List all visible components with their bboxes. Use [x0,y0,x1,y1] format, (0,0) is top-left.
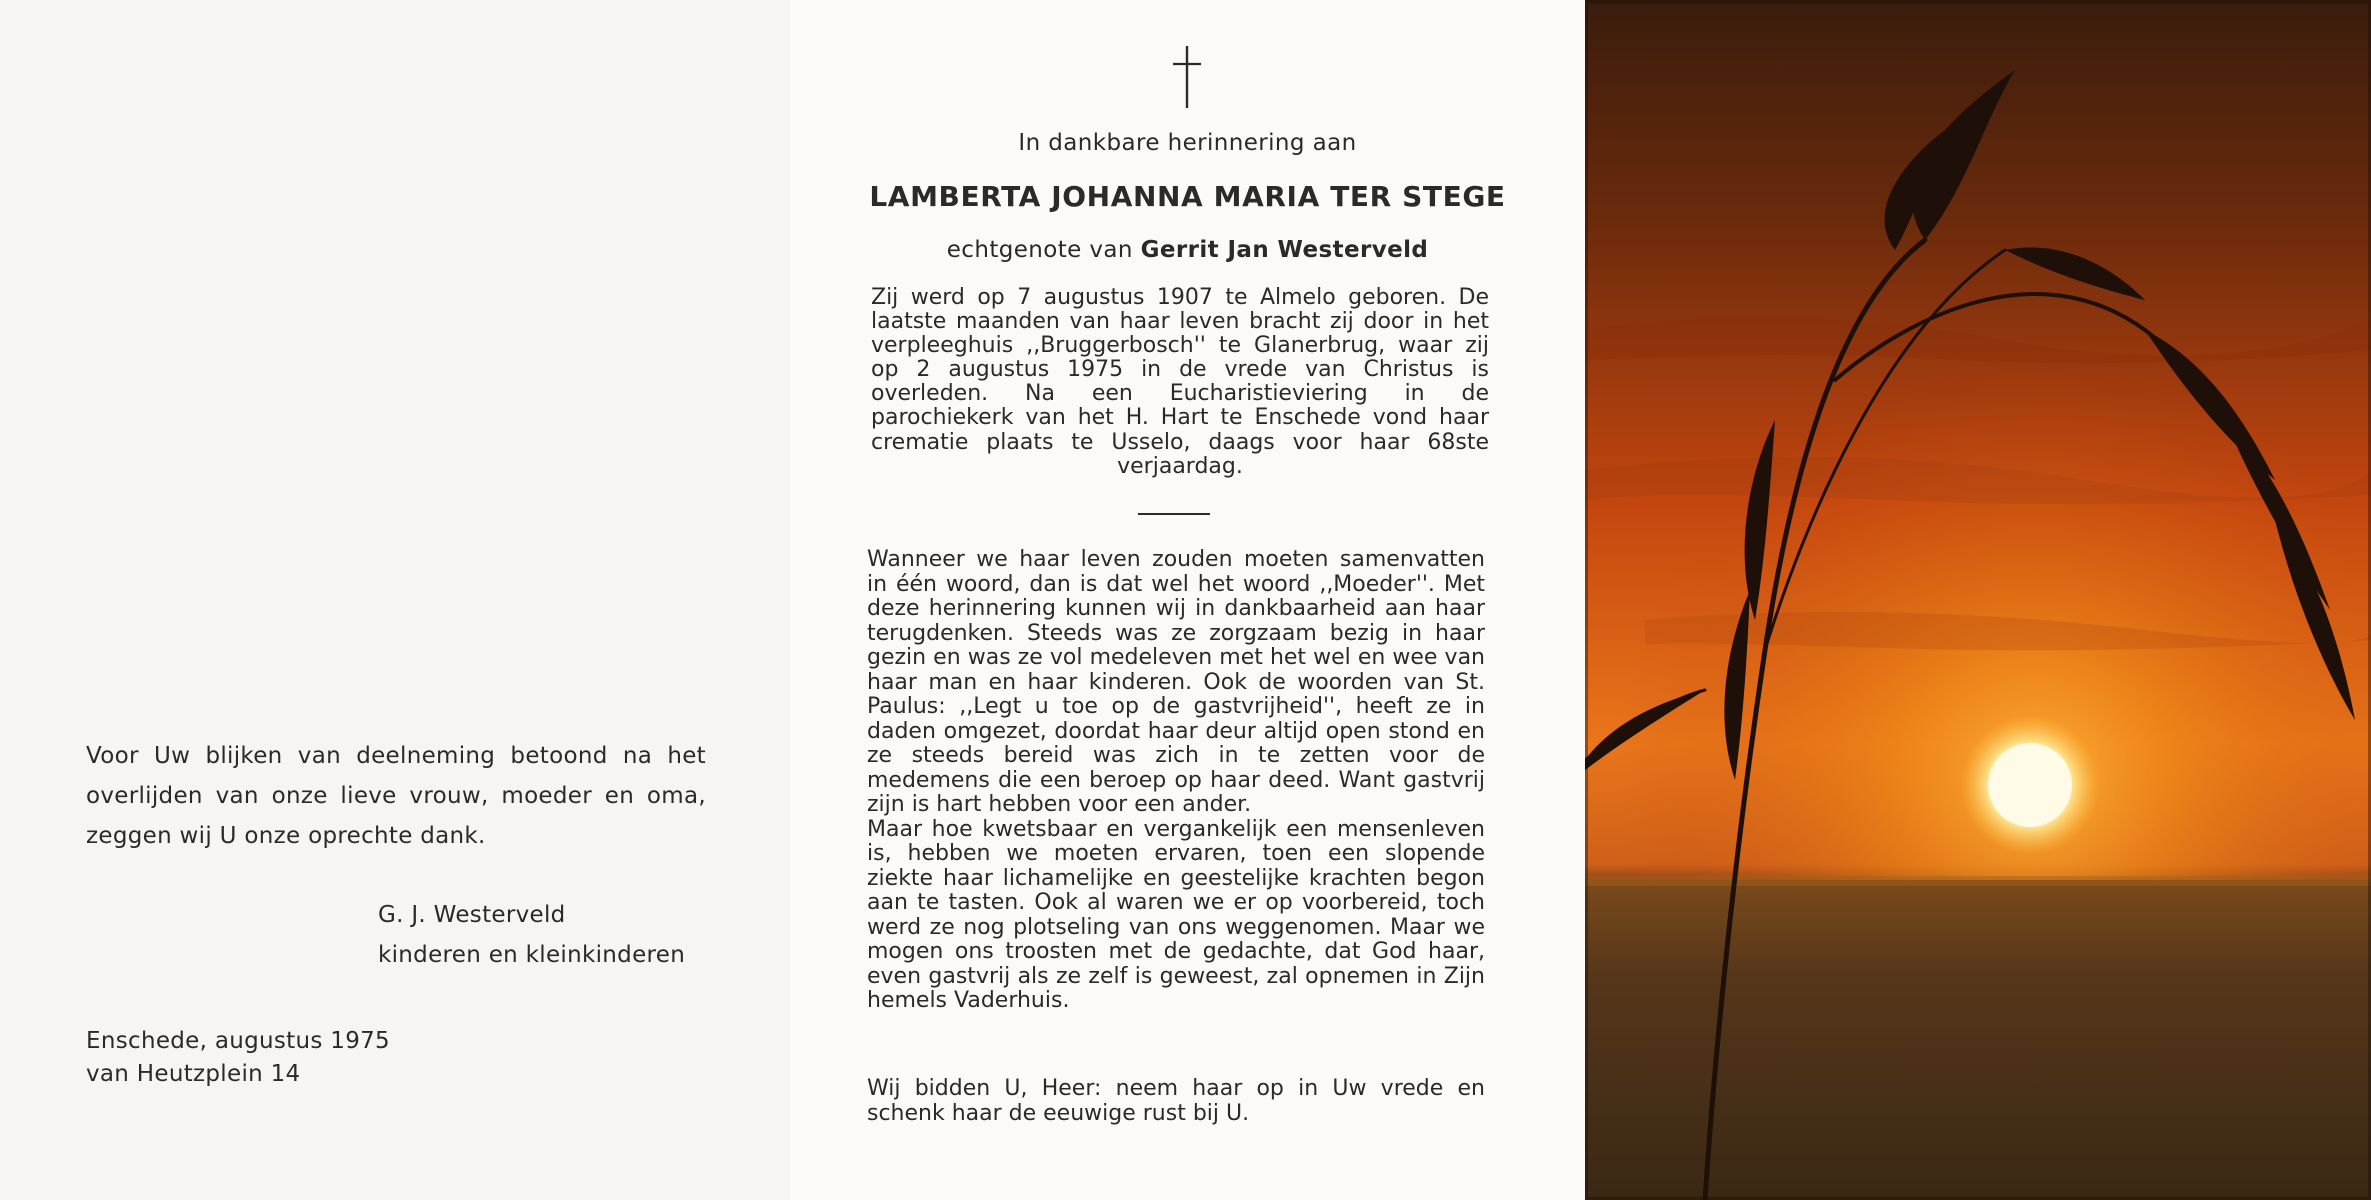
place-date-block [86,1025,390,1091]
photo-panel [1585,0,2371,1200]
spouse-line [790,237,1585,263]
middle-panel [790,0,1585,1200]
signoff [378,895,685,975]
address: van Heutzplein 14 [86,1061,301,1087]
thanks-text: Voor Uw blijken van deelneming betoond na het overlijden van onze lieve vrouw, moeder en oma, zeggen wij U onze oprechte dank. [86,743,706,849]
spouse-name: Gerrit Jan Westerveld [1140,237,1429,263]
reflection [867,548,1485,1014]
place-date: Enschede, augustus 1975 [86,1028,390,1054]
sunset-wheat-photo [1585,0,2371,1200]
reflection-paragraph-1: Wanneer we haar leven zouden moeten samenvatten in één woord, dan is dat wel het woord ,,Moeder''. Met deze herinnering kunnen wij in dankbaarheid aan haar terugdenken. Steeds was ze zorgzaam bezig in haar gezin en was ze vol medeleven met het wel en wee van haar man en haar kinderen. Ook de woorden van St. Paulus: ,,Legt u toe op de gastvrijheid'', heeft ze in daden omgezet, doordat haar deur altijd open stond en ze steeds bereid was zich in te zetten voor de medemens die een beroep op haar deed. Want gastvrij zijn is hart hebben voor een ander. [867,547,1485,817]
signer-name: G. J. Westerveld [378,902,566,928]
prayer: Wij bidden U, Heer: neem haar op in Uw vrede en schenk haar de eeuwige rust bij U. [867,1076,1485,1126]
cross-icon [1167,44,1207,110]
left-panel [0,0,790,1200]
biography: Zij werd op 7 augustus 1907 te Almelo geboren. De laatste maanden van haar leven bracht zij door in het verpleeghuis ,,Bruggerbosch'' te Glanerbrug, waar zij op 2 augustus 1975 in de vrede van Christus is overleden. Na een Eucharistieviering in de parochiekerk van het H. Hart te Enschede vond haar crematie plaats te Usselo, daags voor haar 68ste verjaardag. [871,285,1489,479]
deceased-name: LAMBERTA JOHANNA MARIA TER STEGE [869,180,1506,213]
spouse-prefix: echtgenote van [946,237,1133,263]
intro-line: In dankbare herinnering aan [1018,130,1357,156]
signer-family: kinderen en kleinkinderen [378,942,686,968]
divider [1138,513,1210,515]
reflection-paragraph-2: Maar hoe kwetsbaar en vergankelijk een mensenleven is, hebben we moeten ervaren, toen een slopende ziekte haar lichamelijke en geestelijke krachten begon aan te tasten. Ook al waren we er op voorbereid, toch werd ze nog plotseling van ons weggenomen. Maar we mogen ons troosten met de gedachte, dat God haar, even gastvrij als ze zelf is geweest, zal opnemen in Zijn hemels Vaderhuis. [867,816,1485,1013]
thanks-message [86,736,706,856]
